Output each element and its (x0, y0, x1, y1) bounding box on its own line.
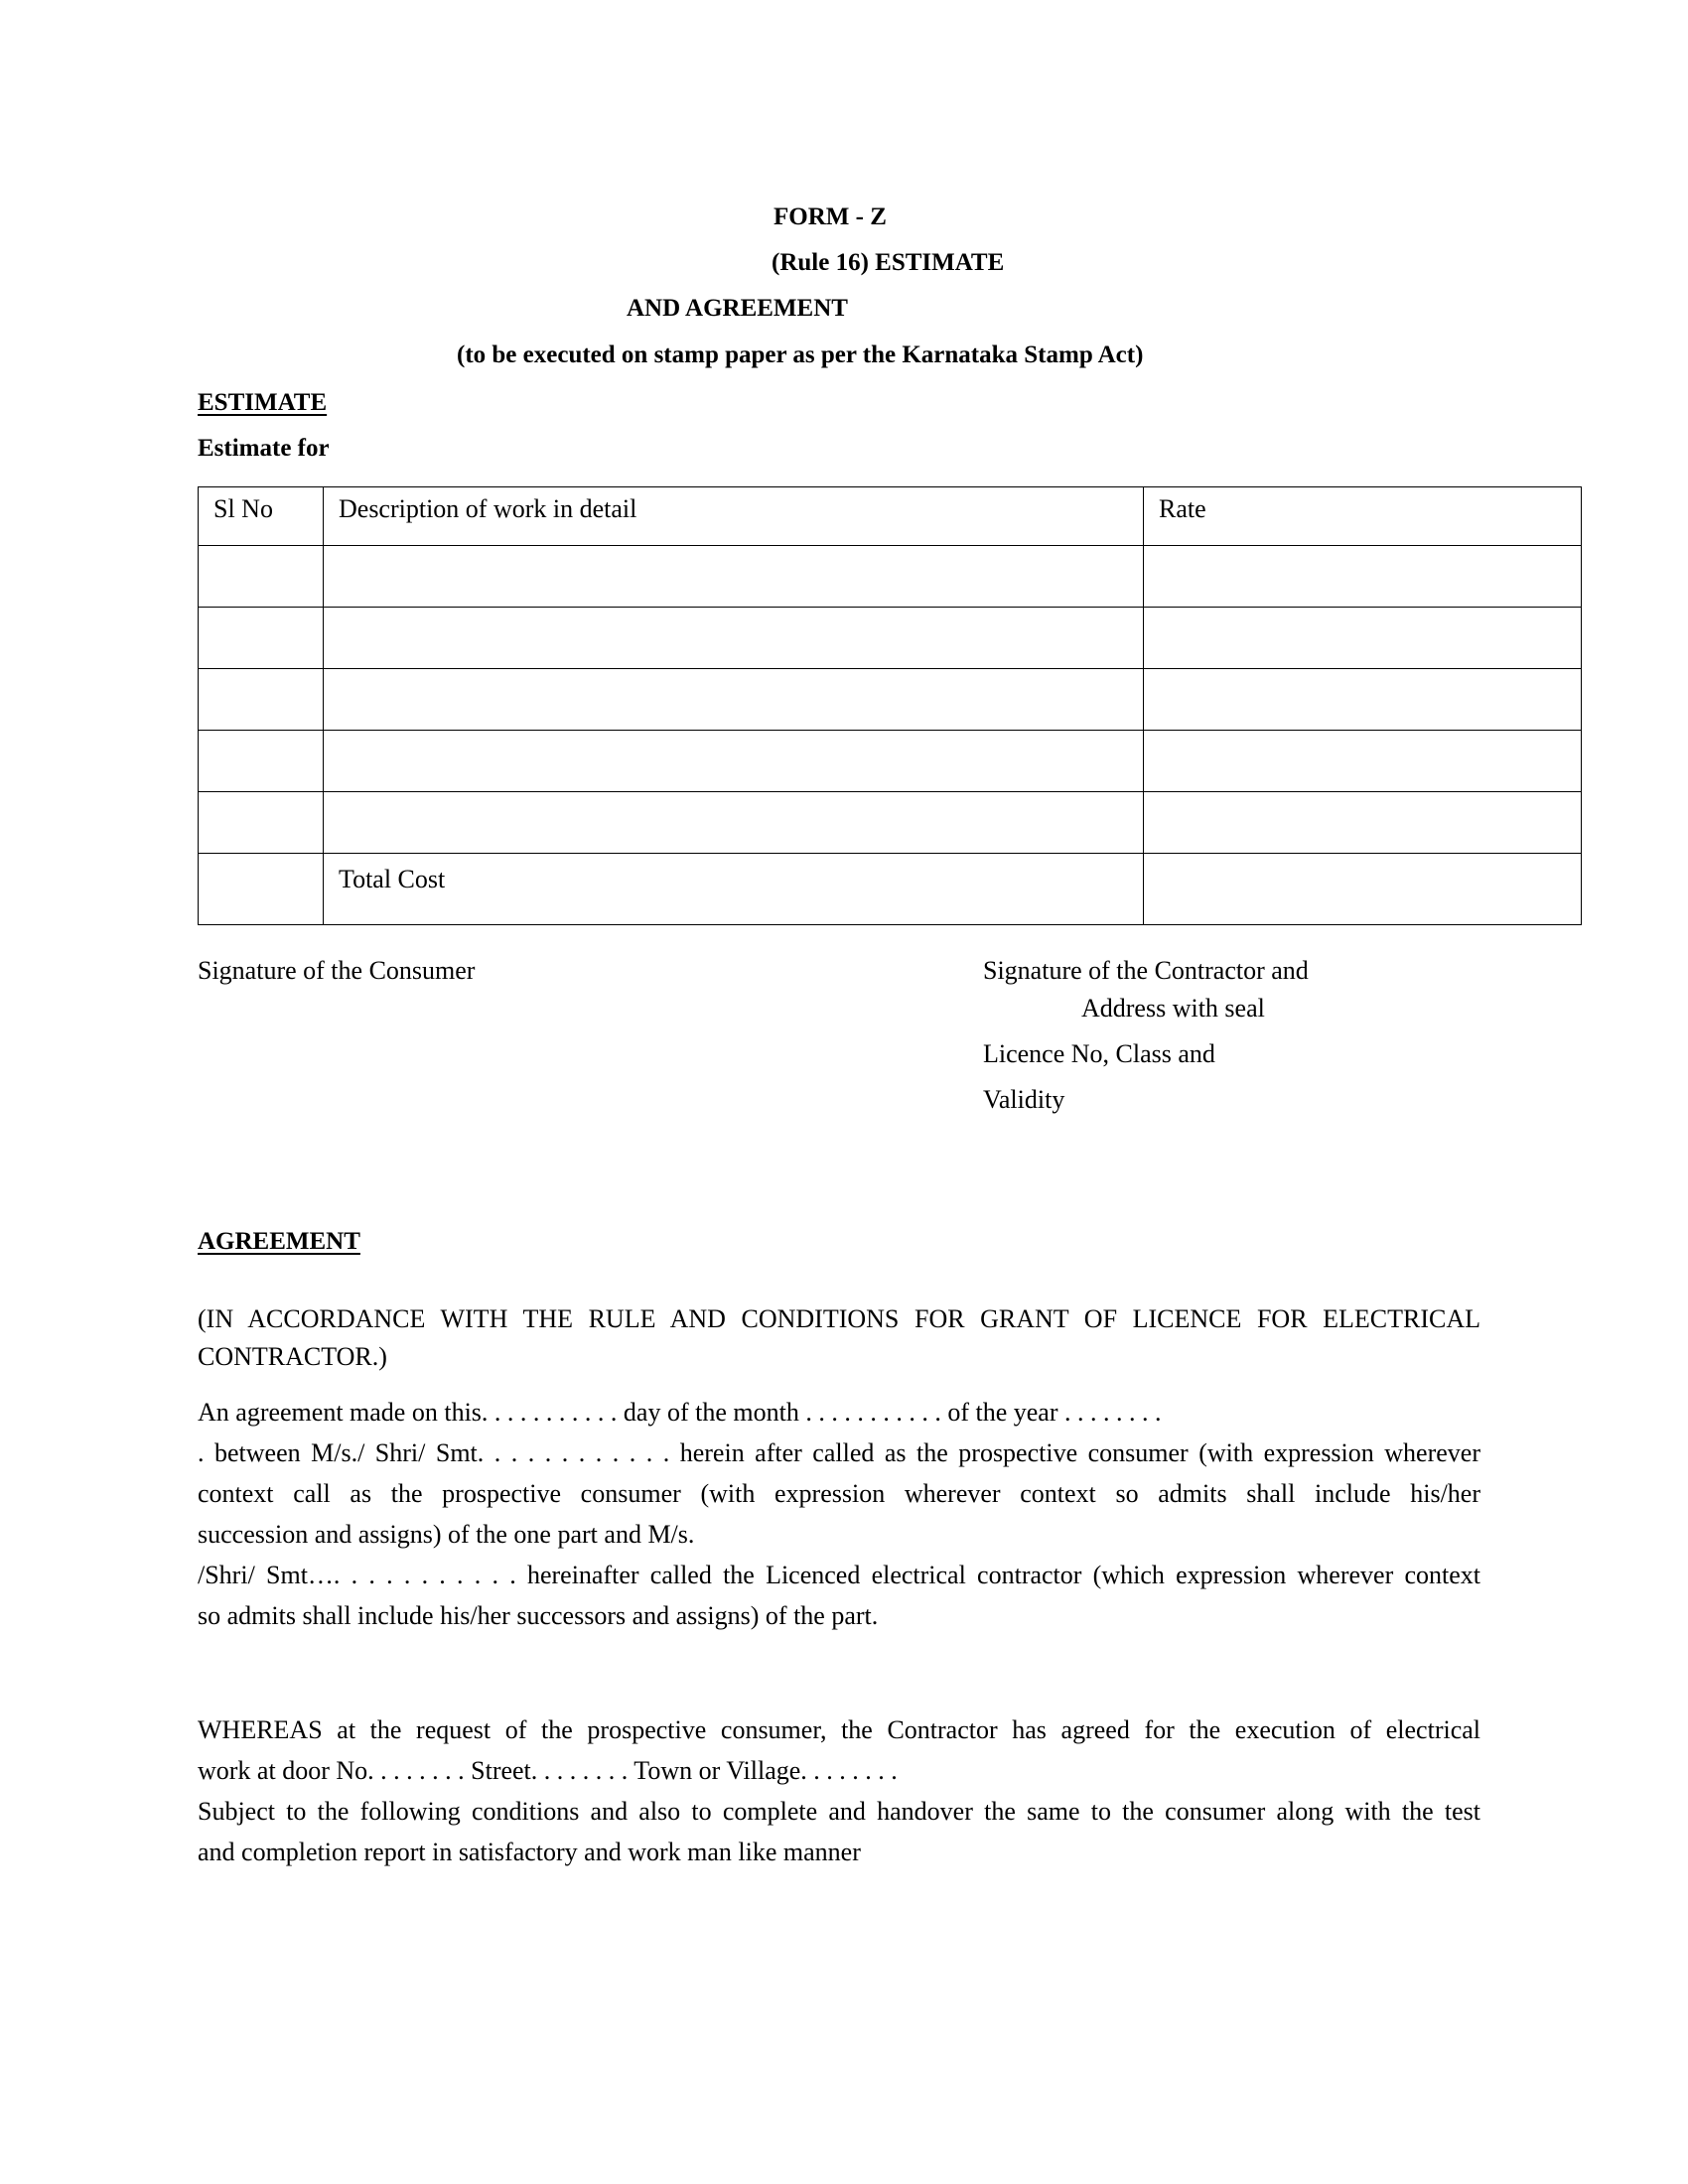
table-cell (324, 731, 1144, 792)
table-cell (199, 854, 324, 925)
table-cell (199, 731, 324, 792)
table-cell (324, 608, 1144, 669)
estimate-table (198, 486, 1582, 925)
table-cell (1144, 546, 1582, 608)
paragraph-line: WHEREAS at the request of the prospective consumer, the Contractor has agreed for the execution of electrical (198, 1715, 1480, 1744)
estimate-for-label: Estimate for (198, 435, 330, 462)
paragraph-line: context call as the prospective consumer (with expression wherever context so admits shall include his/her (198, 1479, 1480, 1508)
licence-label: Licence No, Class and (983, 1039, 1215, 1068)
paragraph-line: (IN ACCORDANCE WITH THE RULE AND CONDITIONS FOR GRANT OF LICENCE FOR ELECTRICAL (198, 1304, 1480, 1333)
paragraph-line: . between M/s./ Shri/ Smt. . . . . . . . . . . . herein after called as the prospective consumer (with expression wherever (198, 1438, 1480, 1467)
table-row (199, 546, 1582, 608)
table-cell (1144, 731, 1582, 792)
table-row (199, 731, 1582, 792)
column-header-sl-no: Sl No (199, 487, 324, 546)
agreement-title-line: AND AGREEMENT (627, 295, 848, 322)
paragraph-line: work at door No. . . . . . . . Street. . . . . . . . Town or Village. . . . . . . . (198, 1756, 898, 1785)
table-cell (1144, 608, 1582, 669)
whereas-paragraph (198, 1709, 1480, 1872)
table-cell (199, 792, 324, 854)
table-cell (324, 546, 1144, 608)
validity-label: Validity (983, 1085, 1065, 1114)
estimate-heading: ESTIMATE (198, 389, 328, 416)
table-cell (199, 608, 324, 669)
paragraph-line: succession and assigns) of the one part and M/s. (198, 1520, 695, 1549)
paragraph-line: An agreement made on this. . . . . . . . . . . day of the month . . . . . . . . . . . of the year . . . . . . . . (198, 1398, 1162, 1427)
paragraph-line: and completion report in satisfactory and work man like manner (198, 1838, 861, 1866)
table-cell (324, 669, 1144, 731)
table-header-row (199, 487, 1582, 546)
total-row (199, 854, 1582, 925)
column-header-rate: Rate (1144, 487, 1582, 546)
contractor-address-label: Address with seal (1081, 994, 1265, 1023)
table-cell (1144, 792, 1582, 854)
table-row (199, 669, 1582, 731)
table-row (199, 792, 1582, 854)
accordance-paragraph (198, 1300, 1480, 1376)
stamp-note: (to be executed on stamp paper as per the Karnataka Stamp Act) (457, 341, 1144, 368)
paragraph-line: CONTRACTOR.) (198, 1342, 387, 1371)
column-header-description: Description of work in detail (324, 487, 1144, 546)
table-cell (1144, 669, 1582, 731)
consumer-signature-label: Signature of the Consumer (198, 956, 476, 985)
total-cost-value (1144, 854, 1582, 925)
rule-line: (Rule 16) ESTIMATE (772, 249, 1005, 276)
table-cell (199, 669, 324, 731)
table-row (199, 608, 1582, 669)
paragraph-line: /Shri/ Smt…. . . . . . . . . . . hereinafter called the Licenced electrical contractor (which expression wherever context (198, 1561, 1480, 1589)
agreement-body-paragraph (198, 1392, 1480, 1636)
paragraph-line: Subject to the following conditions and also to complete and handover the same to the consumer along with the test (198, 1797, 1480, 1826)
agreement-heading: AGREEMENT (198, 1228, 360, 1255)
table-cell (324, 792, 1144, 854)
contractor-signature-label: Signature of the Contractor and (983, 956, 1309, 985)
paragraph-line: so admits shall include his/her successors and assigns) of the part. (198, 1601, 879, 1630)
total-cost-label: Total Cost (324, 854, 1144, 925)
form-title: FORM - Z (774, 204, 887, 230)
table-cell (199, 546, 324, 608)
